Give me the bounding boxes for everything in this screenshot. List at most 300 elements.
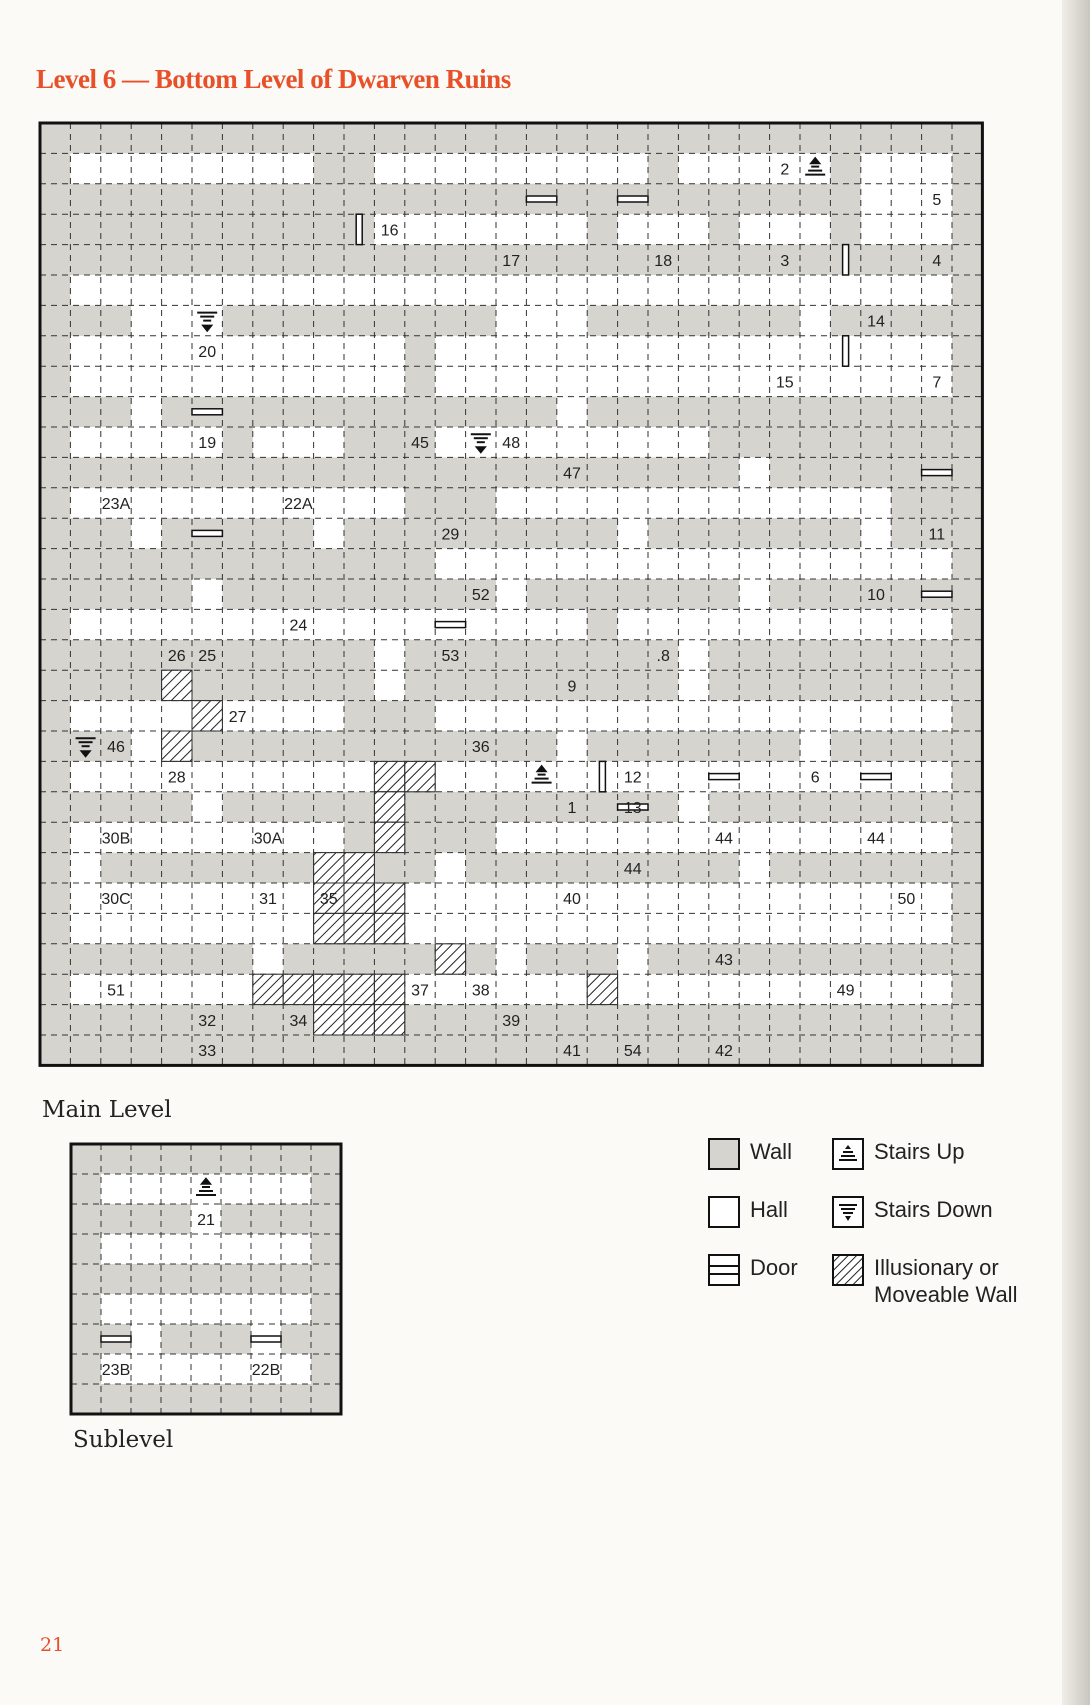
- main-hall-cell: [587, 427, 617, 457]
- main-hall-cell: [861, 518, 891, 548]
- sub-hall-cell: [251, 1294, 281, 1324]
- main-hall-cell: [496, 913, 526, 943]
- main-hall-cell: [435, 427, 465, 457]
- main-hall-cell: [739, 457, 769, 487]
- main-hall-cell: [800, 883, 830, 913]
- room-label: 48: [502, 435, 521, 453]
- legend-label: Wall: [750, 1139, 792, 1164]
- main-hall-cell: [709, 336, 739, 366]
- main-hall-cell: [526, 974, 556, 1004]
- main-hall-cell: [526, 883, 556, 913]
- main-hall-cell: [709, 549, 739, 579]
- main-illusionary-wall: [435, 944, 465, 974]
- main-illusionary-wall: [374, 883, 404, 913]
- main-hall-cell: [770, 549, 800, 579]
- main-hall-cell: [861, 883, 891, 913]
- main-hall-cell: [496, 944, 526, 974]
- sub-hall-cell: [161, 1234, 191, 1264]
- main-hall-cell: [891, 336, 921, 366]
- main-hall-cell: [526, 214, 556, 244]
- main-hall-cell: [496, 761, 526, 791]
- main-hall-cell: [466, 336, 496, 366]
- main-hall-cell: [709, 701, 739, 731]
- main-hall-cell: [709, 883, 739, 913]
- main-hall-cell: [770, 214, 800, 244]
- page-number: 21: [40, 1634, 65, 1656]
- sub-hall-cell: [281, 1354, 311, 1384]
- room-label: 41: [563, 1043, 581, 1061]
- main-hall-cell: [678, 761, 708, 791]
- legend-label: Door: [750, 1255, 798, 1280]
- main-hall-cell: [374, 336, 404, 366]
- room-label: 20: [198, 344, 217, 361]
- main-hall-cell: [648, 336, 678, 366]
- main-hall-cell: [496, 275, 526, 305]
- main-hall-cell: [678, 488, 708, 518]
- sub-hall-cell: [161, 1174, 191, 1204]
- main-hall-cell: [557, 305, 587, 335]
- main-hall-cell: [435, 366, 465, 396]
- room-label: 46: [107, 739, 125, 757]
- main-hall-cell: [709, 275, 739, 305]
- room-label: 1: [567, 800, 577, 817]
- sub-hall-cell: [281, 1234, 311, 1264]
- legend-door: [708, 1254, 798, 1286]
- main-hall-cell: [435, 883, 465, 913]
- main-hall-cell: [922, 153, 952, 183]
- room-label: 6: [810, 769, 820, 787]
- room-label: 32: [198, 1012, 217, 1030]
- main-hall-cell: [405, 153, 435, 183]
- page-title: Level 6 — Bottom Level of Dwarven Ruins: [36, 64, 511, 94]
- main-illusionary-wall: [374, 792, 404, 822]
- main-hall-cell: [800, 609, 830, 639]
- door-icon: [709, 774, 739, 780]
- main-hall-cell: [648, 883, 678, 913]
- room-label: 13: [623, 800, 642, 817]
- main-hall-cell: [770, 822, 800, 852]
- door-icon: [101, 1336, 131, 1342]
- sub-hall-cell: [221, 1354, 251, 1384]
- main-hall-cell: [861, 153, 891, 183]
- door-icon: [708, 1254, 740, 1286]
- main-hall-cell: [557, 488, 587, 518]
- main-hall-cell: [770, 701, 800, 731]
- sub-hall-cell: [131, 1234, 161, 1264]
- door-icon: [843, 336, 849, 366]
- main-hall-cell: [739, 579, 769, 609]
- main-hall-cell: [678, 913, 708, 943]
- main-hall-cell: [678, 427, 708, 457]
- legend-label: Stairs Up: [874, 1139, 965, 1164]
- main-hall-cell: [922, 336, 952, 366]
- legend-illusionary-wall: [832, 1254, 1017, 1308]
- main-hall-cell: [618, 883, 648, 913]
- main-hall-cell: [557, 974, 587, 1004]
- room-label: 2: [780, 161, 790, 179]
- main-hall-cell: [466, 913, 496, 943]
- main-hall-cell: [587, 275, 617, 305]
- hatched-swatch-icon: [832, 1254, 864, 1286]
- main-hall-cell: [466, 366, 496, 396]
- sub-hall-cell: [191, 1354, 221, 1384]
- main-hall-cell: [709, 366, 739, 396]
- room-label: 27: [228, 708, 247, 726]
- main-hall-cell: [526, 609, 556, 639]
- sub-hall-cell: [251, 1234, 281, 1264]
- main-hall-cell: [435, 336, 465, 366]
- room-label: 23A: [101, 496, 131, 513]
- main-hall-cell: [830, 366, 860, 396]
- main-hall-cell: [922, 701, 952, 731]
- main-hall-cell: [770, 609, 800, 639]
- main-hall-cell: [648, 701, 678, 731]
- main-hall-cell: [496, 883, 526, 913]
- sub-hall-cell: [191, 1234, 221, 1264]
- main-hall-cell: [891, 609, 921, 639]
- main-hall-cell: [405, 214, 435, 244]
- main-hall-cell: [648, 913, 678, 943]
- main-hall-cell: [618, 275, 648, 305]
- room-label: 22B: [251, 1362, 281, 1379]
- room-label: 21: [197, 1212, 215, 1229]
- main-hall-cell: [496, 701, 526, 731]
- main-hall-cell: [922, 214, 952, 244]
- main-hall-cell: [678, 549, 708, 579]
- main-hall-cell: [466, 883, 496, 913]
- main-hall-cell: [891, 974, 921, 1004]
- door-icon: [861, 774, 891, 780]
- main-hall-cell: [526, 913, 556, 943]
- main-hall-cell: [861, 366, 891, 396]
- sub-hall-cell: [221, 1174, 251, 1204]
- main-hall-cell: [770, 275, 800, 305]
- main-hall-cell: [648, 275, 678, 305]
- main-hall-cell: [618, 488, 648, 518]
- main-hall-cell: [678, 336, 708, 366]
- main-hall-cell: [466, 609, 496, 639]
- room-label: 30C: [101, 891, 131, 909]
- main-hall-cell: [496, 336, 526, 366]
- main-hall-cell: [678, 609, 708, 639]
- sub-hall-cell: [131, 1294, 161, 1324]
- room-label: 49: [836, 982, 855, 1000]
- main-hall-cell: [861, 488, 891, 518]
- main-hall-cell: [922, 761, 952, 791]
- main-hall-cell: [800, 488, 830, 518]
- door-icon: [843, 245, 849, 275]
- main-hall-cell: [861, 701, 891, 731]
- main-hall-cell: [648, 366, 678, 396]
- room-label: 51: [107, 982, 125, 1000]
- main-hall-cell: [557, 609, 587, 639]
- main-hall-cell: [800, 214, 830, 244]
- main-hall-cell: [800, 731, 830, 761]
- room-label: 53: [441, 648, 460, 665]
- sub-hall-cell: [131, 1324, 161, 1354]
- main-hall-cell: [709, 488, 739, 518]
- room-label: .8: [656, 648, 670, 665]
- main-hall-cell: [800, 336, 830, 366]
- main-hall-cell: [618, 518, 648, 548]
- main-hall-cell: [678, 670, 708, 700]
- main-hall-cell: [587, 913, 617, 943]
- main-hall-cell: [800, 275, 830, 305]
- main-hall-cell: [466, 701, 496, 731]
- main-hall-cell: [648, 549, 678, 579]
- main-hall-cell: [739, 153, 769, 183]
- main-hall-cell: [678, 883, 708, 913]
- room-label: 25: [198, 648, 217, 665]
- main-hall-cell: [648, 974, 678, 1004]
- main-hall-cell: [678, 701, 708, 731]
- main-hall-cell: [830, 883, 860, 913]
- main-hall-cell: [800, 701, 830, 731]
- sub-hall-cell: [161, 1354, 191, 1384]
- main-hall-cell: [618, 366, 648, 396]
- main-hall-cell: [618, 944, 648, 974]
- main-hall-cell: [800, 366, 830, 396]
- main-hall-cell: [678, 366, 708, 396]
- main-hall-cell: [739, 609, 769, 639]
- legend-hall: [708, 1196, 788, 1228]
- main-hall-cell: [374, 366, 404, 396]
- main-hall-cell: [678, 214, 708, 244]
- main-hall-cell: [435, 214, 465, 244]
- main-hall-cell: [770, 974, 800, 1004]
- door-icon: [618, 196, 648, 202]
- sublevel-caption: Sublevel: [73, 1427, 174, 1453]
- main-hall-cell: [861, 275, 891, 305]
- main-hall-cell: [374, 153, 404, 183]
- sub-hall-cell: [281, 1174, 311, 1204]
- room-label: 54: [623, 1043, 642, 1061]
- main-hall-cell: [709, 153, 739, 183]
- door-icon: [251, 1336, 281, 1342]
- main-hall-cell: [830, 609, 860, 639]
- legend-label: Stairs Down: [874, 1197, 993, 1222]
- main-hall-cell: [466, 549, 496, 579]
- main-hall-cell: [800, 913, 830, 943]
- main-hall-cell: [678, 275, 708, 305]
- main-hall-cell: [739, 549, 769, 579]
- main-hall-cell: [891, 275, 921, 305]
- main-hall-cell: [374, 609, 404, 639]
- room-label: 19: [198, 435, 217, 453]
- room-label: 44: [623, 860, 642, 878]
- sub-hall-cell: [101, 1234, 131, 1264]
- room-label: 24: [289, 617, 308, 635]
- room-label: 52: [471, 587, 490, 605]
- main-hall-cell: [618, 974, 648, 1004]
- main-hall-cell: [800, 549, 830, 579]
- room-label: 12: [623, 769, 642, 787]
- main-hall-cell: [922, 275, 952, 305]
- room-label: 33: [198, 1043, 217, 1061]
- main-hall-cell: [739, 366, 769, 396]
- main-hall-cell: [770, 488, 800, 518]
- main-hall-cell: [922, 913, 952, 943]
- room-label: 30B: [101, 830, 131, 848]
- main-hall-cell: [830, 488, 860, 518]
- door-icon: [922, 470, 952, 476]
- main-hall-cell: [526, 366, 556, 396]
- main-hall-cell: [861, 609, 891, 639]
- main-hall-cell: [435, 853, 465, 883]
- stairs-down-icon: [832, 1196, 864, 1228]
- main-hall-cell: [891, 184, 921, 214]
- room-label: 26: [167, 648, 186, 665]
- main-hall-cell: [587, 701, 617, 731]
- main-hall-cell: [922, 974, 952, 1004]
- room-label: 23B: [101, 1362, 131, 1379]
- main-hall-cell: [739, 883, 769, 913]
- sub-hall-cell: [101, 1174, 131, 1204]
- main-hall-cell: [891, 701, 921, 731]
- main-hall-cell: [922, 822, 952, 852]
- room-label: 18: [654, 252, 673, 270]
- main-hall-cell: [891, 761, 921, 791]
- main-hall-cell: [648, 822, 678, 852]
- main-hall-cell: [496, 609, 526, 639]
- room-label: 50: [897, 891, 916, 909]
- main-hall-cell: [709, 913, 739, 943]
- main-hall-cell: [526, 701, 556, 731]
- main-hall-cell: [800, 822, 830, 852]
- sub-hall-cell: [251, 1174, 281, 1204]
- room-label: 22A: [284, 496, 313, 513]
- main-hall-cell: [830, 913, 860, 943]
- door-icon: [435, 622, 465, 628]
- main-hall-cell: [405, 609, 435, 639]
- main-hall-cell: [405, 275, 435, 305]
- main-hall-cell: [374, 488, 404, 518]
- main-hall-cell: [526, 305, 556, 335]
- main-hall-cell: [891, 153, 921, 183]
- room-label: 15: [775, 374, 794, 392]
- main-hall-cell: [861, 184, 891, 214]
- main-hall-cell: [496, 305, 526, 335]
- room-label: 30A: [253, 830, 283, 848]
- main-hall-cell: [800, 974, 830, 1004]
- main-hall-cell: [526, 336, 556, 366]
- main-hall-cell: [770, 336, 800, 366]
- main-hall-cell: [496, 366, 526, 396]
- sublevel-map: [0, 0, 360, 1430]
- main-hall-cell: [374, 275, 404, 305]
- room-label: 35: [319, 891, 338, 909]
- main-hall-cell: [830, 761, 860, 791]
- main-illusionary-wall: [587, 974, 617, 1004]
- room-label: 5: [932, 192, 942, 209]
- main-hall-cell: [526, 549, 556, 579]
- room-label: 36: [471, 739, 490, 757]
- main-hall-cell: [891, 913, 921, 943]
- room-label: 7: [932, 374, 942, 392]
- room-label: 44: [715, 830, 733, 848]
- main-hall-cell: [496, 549, 526, 579]
- main-hall-cell: [678, 974, 708, 1004]
- main-hall-cell: [861, 913, 891, 943]
- main-hall-cell: [922, 549, 952, 579]
- main-hall-cell: [648, 761, 678, 791]
- main-illusionary-wall: [374, 974, 404, 1004]
- room-label: 14: [867, 313, 885, 331]
- main-hall-cell: [618, 153, 648, 183]
- main-hall-cell: [891, 366, 921, 396]
- main-hall-cell: [557, 913, 587, 943]
- main-hall-cell: [557, 214, 587, 244]
- main-hall-cell: [587, 488, 617, 518]
- main-illusionary-wall: [374, 1005, 404, 1035]
- main-hall-cell: [557, 761, 587, 791]
- sub-hall-cell: [161, 1294, 191, 1324]
- main-hall-cell: [922, 883, 952, 913]
- wall-swatch-icon: [708, 1138, 740, 1170]
- room-label: 44: [867, 830, 885, 848]
- main-hall-cell: [891, 549, 921, 579]
- main-hall-cell: [830, 701, 860, 731]
- main-hall-cell: [557, 366, 587, 396]
- door-icon: [599, 761, 605, 791]
- room-label: 17: [502, 252, 521, 270]
- main-hall-cell: [587, 153, 617, 183]
- main-hall-cell: [830, 822, 860, 852]
- main-hall-cell: [405, 913, 435, 943]
- legend-wall: [708, 1138, 792, 1170]
- main-hall-cell: [861, 336, 891, 366]
- main-hall-cell: [891, 214, 921, 244]
- main-hall-cell: [466, 153, 496, 183]
- sub-hall-cell: [101, 1294, 131, 1324]
- room-label: 43: [715, 952, 733, 969]
- room-label: 10: [867, 587, 885, 605]
- main-hall-cell: [861, 214, 891, 244]
- main-hall-cell: [739, 913, 769, 943]
- main-hall-cell: [648, 214, 678, 244]
- main-hall-cell: [466, 214, 496, 244]
- door-icon: [526, 196, 556, 202]
- main-hall-cell: [435, 761, 465, 791]
- main-hall-cell: [526, 153, 556, 183]
- main-hall-cell: [557, 153, 587, 183]
- room-label: 4: [932, 252, 942, 270]
- room-label: 42: [715, 1043, 733, 1061]
- room-label: 28: [167, 769, 186, 787]
- main-hall-cell: [739, 336, 769, 366]
- main-hall-cell: [861, 974, 891, 1004]
- door-icon: [922, 591, 952, 597]
- main-hall-cell: [678, 792, 708, 822]
- main-hall-cell: [526, 488, 556, 518]
- legend-stairs-down: [832, 1196, 993, 1228]
- room-label: 3: [780, 252, 790, 270]
- room-label: 47: [563, 465, 581, 483]
- room-label: 29: [441, 526, 460, 544]
- main-hall-cell: [557, 549, 587, 579]
- room-label: 9: [567, 678, 577, 696]
- main-hall-cell: [435, 701, 465, 731]
- sub-hall-cell: [281, 1294, 311, 1324]
- main-illusionary-wall: [374, 913, 404, 943]
- main-hall-cell: [739, 761, 769, 791]
- main-hall-cell: [678, 640, 708, 670]
- main-hall-cell: [739, 275, 769, 305]
- room-label: 31: [259, 891, 277, 909]
- main-hall-cell: [922, 609, 952, 639]
- main-hall-cell: [770, 913, 800, 943]
- main-hall-cell: [618, 609, 648, 639]
